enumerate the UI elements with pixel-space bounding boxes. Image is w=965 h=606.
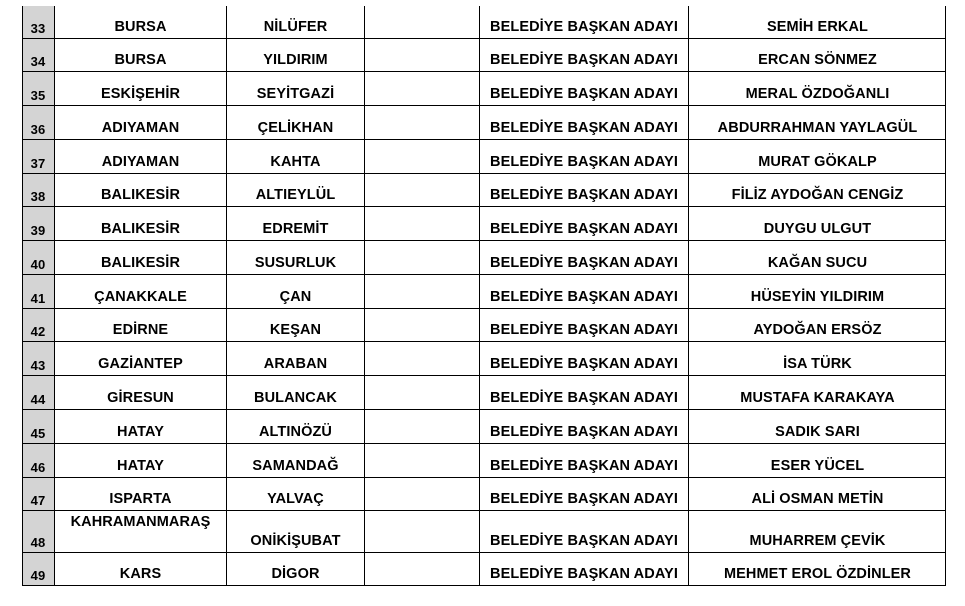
district-cell: ONİKİŞUBAT: [227, 511, 365, 552]
row-number: 48: [22, 511, 55, 552]
table-row: [22, 241, 946, 275]
candidate-cell: MUHARREM ÇEVİK: [749, 533, 886, 549]
candidate-cell: FİLİZ AYDOĞAN CENGİZ: [731, 187, 904, 203]
empty-cell: [365, 511, 480, 552]
province-cell: HATAY: [55, 410, 227, 443]
candidate-cell: ALİ OSMAN METİN: [751, 491, 884, 507]
district-cell: DİGOR: [227, 553, 365, 585]
district-cell: SUSURLUK: [227, 241, 365, 274]
row-number: 34: [22, 39, 55, 71]
position-cell: BELEDİYE BAŞKAN ADAYI: [480, 309, 689, 341]
position-cell: BELEDİYE BAŞKAN ADAYI: [480, 275, 689, 308]
empty-cell: [365, 39, 480, 71]
district-cell: KAHTA: [227, 140, 365, 173]
position-cell: BELEDİYE BAŞKAN ADAYI: [480, 553, 689, 585]
candidate-table: [22, 6, 946, 586]
candidate-cell: MURAT GÖKALP: [758, 154, 877, 170]
empty-cell: [365, 342, 480, 375]
position-cell: BELEDİYE BAŞKAN ADAYI: [480, 72, 689, 105]
table-row: [22, 106, 946, 140]
province-cell: BALIKESİR: [55, 207, 227, 240]
district-cell: ÇELİKHAN: [227, 106, 365, 139]
table-row: [22, 376, 946, 410]
empty-cell: [365, 72, 480, 105]
empty-cell: [365, 376, 480, 409]
province-cell: ADIYAMAN: [55, 140, 227, 173]
district-cell: ALTINÖZÜ: [227, 410, 365, 443]
candidate-cell: AYDOĞAN ERSÖZ: [753, 322, 882, 338]
position-cell: BELEDİYE BAŞKAN ADAYI: [480, 376, 689, 409]
row-number: 37: [22, 140, 55, 173]
province-cell: BURSA: [55, 39, 227, 71]
row-number: 35: [22, 72, 55, 105]
position-cell: BELEDİYE BAŞKAN ADAYI: [480, 241, 689, 274]
position-cell: BELEDİYE BAŞKAN ADAYI: [480, 39, 689, 71]
table-row: [22, 511, 946, 553]
candidate-cell: DUYGU ULGUT: [763, 221, 872, 237]
candidate-cell: ERCAN SÖNMEZ: [758, 52, 877, 68]
province-cell: BALIKESİR: [55, 241, 227, 274]
district-cell: SEYİTGAZİ: [227, 72, 365, 105]
table-row: [22, 478, 946, 511]
candidate-cell: MEHMET EROL ÖZDİNLER: [723, 566, 911, 582]
row-number: 40: [22, 241, 55, 274]
province-cell: ADIYAMAN: [55, 106, 227, 139]
candidate-cell: MUSTAFA KARAKAYA: [740, 390, 895, 406]
position-cell: BELEDİYE BAŞKAN ADAYI: [480, 140, 689, 173]
row-number: 33: [22, 6, 55, 38]
candidate-cell: ABDURRAHMAN YAYLAGÜL: [717, 120, 918, 136]
candidate-cell: HÜSEYİN YILDIRIM: [750, 289, 885, 305]
table-row: [22, 553, 946, 586]
position-cell: BELEDİYE BAŞKAN ADAYI: [480, 342, 689, 375]
table-row: [22, 72, 946, 106]
province-cell: GİRESUN: [55, 376, 227, 409]
table-row: [22, 444, 946, 478]
province-cell: EDİRNE: [55, 309, 227, 341]
province-cell: BURSA: [55, 6, 227, 38]
candidate-cell: KAĞAN SUCU: [767, 255, 868, 271]
province-cell: ISPARTA: [55, 478, 227, 510]
candidate-cell: İSA TÜRK: [783, 356, 852, 372]
row-number: 41: [22, 275, 55, 308]
row-number: 46: [22, 444, 55, 477]
row-number: 45: [22, 410, 55, 443]
table-row: [22, 275, 946, 309]
position-cell: BELEDİYE BAŞKAN ADAYI: [480, 444, 689, 477]
table-row: [22, 207, 946, 241]
position-cell: BELEDİYE BAŞKAN ADAYI: [480, 106, 689, 139]
province-cell: BALIKESİR: [55, 174, 227, 206]
row-number: 49: [22, 553, 55, 585]
empty-cell: [365, 309, 480, 341]
row-number: 42: [22, 309, 55, 341]
empty-cell: [365, 174, 480, 206]
row-number: 38: [22, 174, 55, 206]
row-number: 47: [22, 478, 55, 510]
empty-cell: [365, 106, 480, 139]
candidate-cell: ESER YÜCEL: [770, 458, 865, 474]
province-cell: HATAY: [55, 444, 227, 477]
row-number: 44: [22, 376, 55, 409]
table-row: [22, 309, 946, 342]
table-row: [22, 342, 946, 376]
district-cell: ARABAN: [227, 342, 365, 375]
province-text: KAHRAMANMARAŞ: [70, 514, 211, 530]
district-cell: SAMANDAĞ: [227, 444, 365, 477]
candidate-cell: MERAL ÖZDOĞANLI: [745, 86, 890, 102]
row-number: 43: [22, 342, 55, 375]
empty-cell: [365, 207, 480, 240]
position-cell: BELEDİYE BAŞKAN ADAYI: [480, 478, 689, 510]
empty-cell: [365, 553, 480, 585]
table-row: [22, 6, 946, 39]
district-cell: ÇAN: [227, 275, 365, 308]
district-cell: BULANCAK: [227, 376, 365, 409]
table-border-left: [22, 6, 23, 586]
position-cell: BELEDİYE BAŞKAN ADAYI: [480, 410, 689, 443]
province-cell: ÇANAKKALE: [55, 275, 227, 308]
province-cell: GAZİANTEP: [55, 342, 227, 375]
candidate-cell: SADIK SARI: [775, 424, 860, 440]
district-cell: YILDIRIM: [227, 39, 365, 71]
district-cell: KEŞAN: [227, 309, 365, 341]
district-cell: NİLÜFER: [227, 6, 365, 38]
empty-cell: [365, 444, 480, 477]
table-row: [22, 39, 946, 72]
empty-cell: [365, 410, 480, 443]
table-row: [22, 174, 946, 207]
candidate-cell: SEMİH ERKAL: [767, 19, 868, 35]
province-cell: ESKİŞEHİR: [55, 72, 227, 105]
empty-cell: [365, 478, 480, 510]
position-cell: BELEDİYE BAŞKAN ADAYI: [480, 207, 689, 240]
position-cell: BELEDİYE BAŞKAN ADAYI: [480, 6, 689, 38]
empty-cell: [365, 241, 480, 274]
province-cell: [55, 511, 227, 552]
district-cell: EDREMİT: [227, 207, 365, 240]
table-row: [22, 140, 946, 174]
district-cell: ALTIEYLÜL: [227, 174, 365, 206]
row-number: 36: [22, 106, 55, 139]
empty-cell: [365, 6, 480, 38]
province-cell: KARS: [55, 553, 227, 585]
table-row: [22, 410, 946, 444]
position-cell: BELEDİYE BAŞKAN ADAYI: [480, 174, 689, 206]
district-cell: YALVAÇ: [227, 478, 365, 510]
position-cell: BELEDİYE BAŞKAN ADAYI: [480, 511, 689, 552]
empty-cell: [365, 140, 480, 173]
empty-cell: [365, 275, 480, 308]
table-border-right: [945, 6, 946, 586]
row-number: 39: [22, 207, 55, 240]
